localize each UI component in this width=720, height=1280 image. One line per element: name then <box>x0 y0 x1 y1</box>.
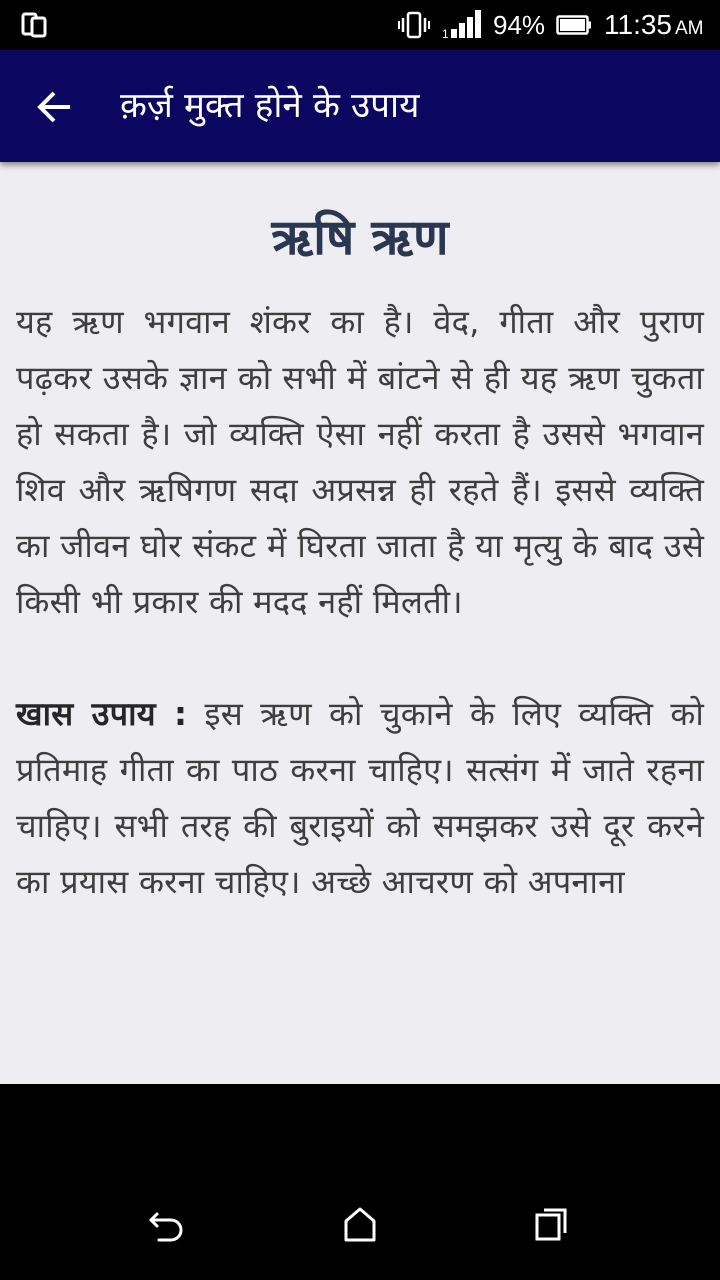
article-paragraph: यह ऋण भगवान शंकर का है। वेद, गीता और पुराण पढ़कर उसके ज्ञान को सभी में बांटने से ही यह ऋण चुकता हो सकता है। जो व्यक्ति ऐसा नहीं करता है उससे भगवान शिव और ऋषिगण सदा अप्रसन्न ही रहते हैं। इससे व्यक्ति का जीवन घोर संकट में घिरता जाता है या मृत्यु के बाद उसे किसी भी प्रकार की मदद नहीं मिलती। <box>16 303 704 621</box>
remedy-text: इस ऋण को चुकाने के लिए व्यक्ति को प्रतिमाह गीता का पाठ करना चाहिए। सत्संग में जाते रहना चाहिए। सभी तरह की बुराइयों को समझकर उसे दूर करने का प्रयास करना चाहिए। अच्छे आचरण को अपनाना <box>16 695 704 901</box>
clock-time: 11:35 <box>604 9 672 40</box>
clock-ampm: AM <box>675 18 704 39</box>
nav-home-button[interactable] <box>320 1192 400 1256</box>
clock <box>604 9 704 45</box>
back-button[interactable] <box>22 74 88 140</box>
svg-text:1: 1 <box>442 27 449 39</box>
nav-back-icon <box>147 1204 187 1244</box>
article-body <box>16 294 704 910</box>
nav-recents-icon <box>532 1204 572 1244</box>
status-bar <box>0 0 720 50</box>
remedy-paragraph <box>16 686 704 910</box>
sim-card-icon <box>20 10 48 38</box>
vibrate-icon <box>398 11 430 39</box>
nav-home-icon <box>340 1204 380 1244</box>
nav-recents-button[interactable] <box>512 1192 592 1256</box>
battery-icon <box>556 14 592 36</box>
arrow-left-icon <box>35 87 75 127</box>
signal-icon <box>442 9 484 39</box>
navigation-bar <box>0 1084 720 1280</box>
nav-back-button[interactable] <box>127 1192 207 1256</box>
article-content[interactable] <box>0 162 720 1084</box>
article-heading: ऋषि ऋण <box>271 209 449 266</box>
app-bar <box>0 50 720 162</box>
remedy-label: खास उपाय : <box>16 695 188 733</box>
app-title: क़र्ज़ मुक्त होने के उपाय <box>120 86 420 126</box>
battery-percent: 94% <box>493 10 546 40</box>
